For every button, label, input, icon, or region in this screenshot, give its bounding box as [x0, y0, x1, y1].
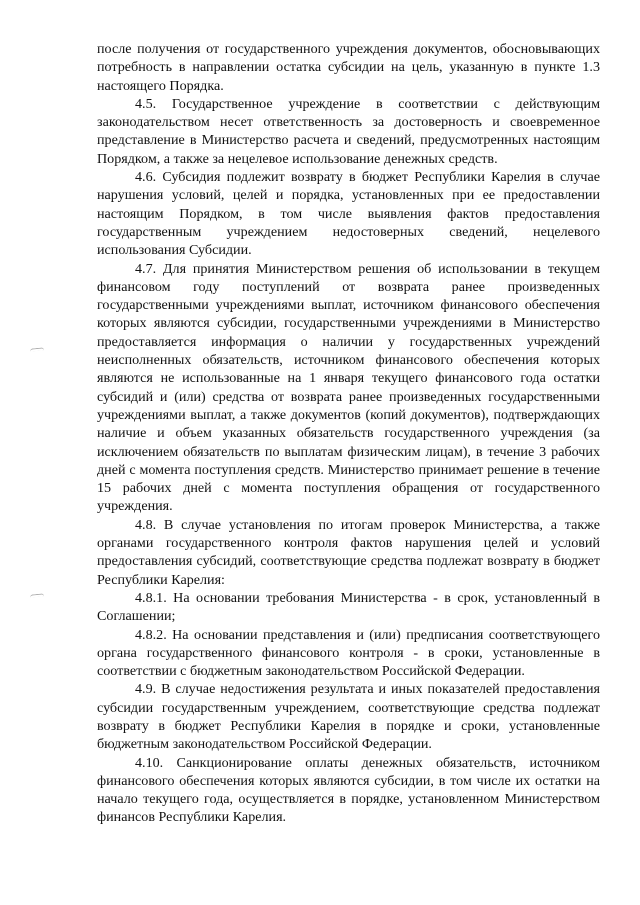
- paragraph-4-10: 4.10. Санкционирование оплаты денежных обязательств, источником финансового обеспечения которых являются субсидии, в том числе их остатки на начало текущего года, осуществляется в порядке, установленном Министерством финансов Республики Карелия.: [97, 754, 600, 826]
- paragraph-4-5: 4.5. Государственное учреждение в соответствии с действующим законодательством несет ответственность за достоверность и своевременное представление в Министерство расчета и сведений, предусмотренных настоящим Порядком, а также за нецелевое использование денежных средств.: [97, 95, 600, 167]
- paragraph-4-8-1: 4.8.1. На основании требования Министерства - в срок, установленный в Соглашении;: [97, 589, 600, 625]
- scan-artifact-mark: [30, 347, 44, 351]
- paragraph-continuation: после получения от государственного учреждения документов, обосновывающих потребность в направлении остатка субсидии на цель, указанную в пункте 1.3 настоящего Порядка.: [97, 41, 600, 94]
- paragraph-4-7: 4.7. Для принятия Министерством решения об использовании в текущем финансовом году поступлений от возврата ранее произведенных государственными учреждениями выплат, источником финансового обеспечения которых являются субсидии, государственными учреждениями в Министерство предоставляется информация о наличии у государственных учреждений неисполненных обязательств, источником финансового обеспечения которых являются не использованные на 1 января текущего финансового года остатки субсидий и (или) средства от возврата ранее произведенных государственными учреждениями выплат, а также документов (копий документов), подтверждающих наличие и объем указанных обязательств государственного учреждения (за исключением обязательств по выплатам физическим лицам), в течение 3 рабочих дней с момента поступления средств. Министерство принимает решение в течение 15 рабочих дней с момента поступления обращения от государственного учреждения.: [97, 260, 600, 515]
- paragraph-4-6: 4.6. Субсидия подлежит возврату в бюджет Республики Карелия в случае нарушения условий, целей и порядка, установленных при ее предоставлении настоящим Порядком, в том числе выявления фактов предоставления государственным учреждением недостоверных сведений, нецелевого использования Субсидии.: [97, 169, 600, 259]
- paragraph-4-8-2: 4.8.2. На основании представления и (или) предписания соответствующего органа государственного финансового контроля - в сроки, установленные в соответствии с бюджетным законодательством Российской Федерации.: [97, 626, 600, 680]
- scan-artifact-mark: [30, 593, 44, 597]
- document-body: [97, 40, 600, 827]
- paragraph-4-8: 4.8. В случае установления по итогам проверок Министерства, а также органами государственного контроля фактов нарушения целей и условий предоставления субсидий, соответствующие средства подлежат возврату в бюджет Республики Карелия:: [97, 516, 600, 588]
- paragraph-4-9: 4.9. В случае недостижения результата и иных показателей предоставления субсидии государственным учреждением, соответствующие средства подлежат возврату в бюджет Республики Карелия в порядке и сроки, установленные бюджетным законодательством Российской Федерации.: [97, 681, 600, 753]
